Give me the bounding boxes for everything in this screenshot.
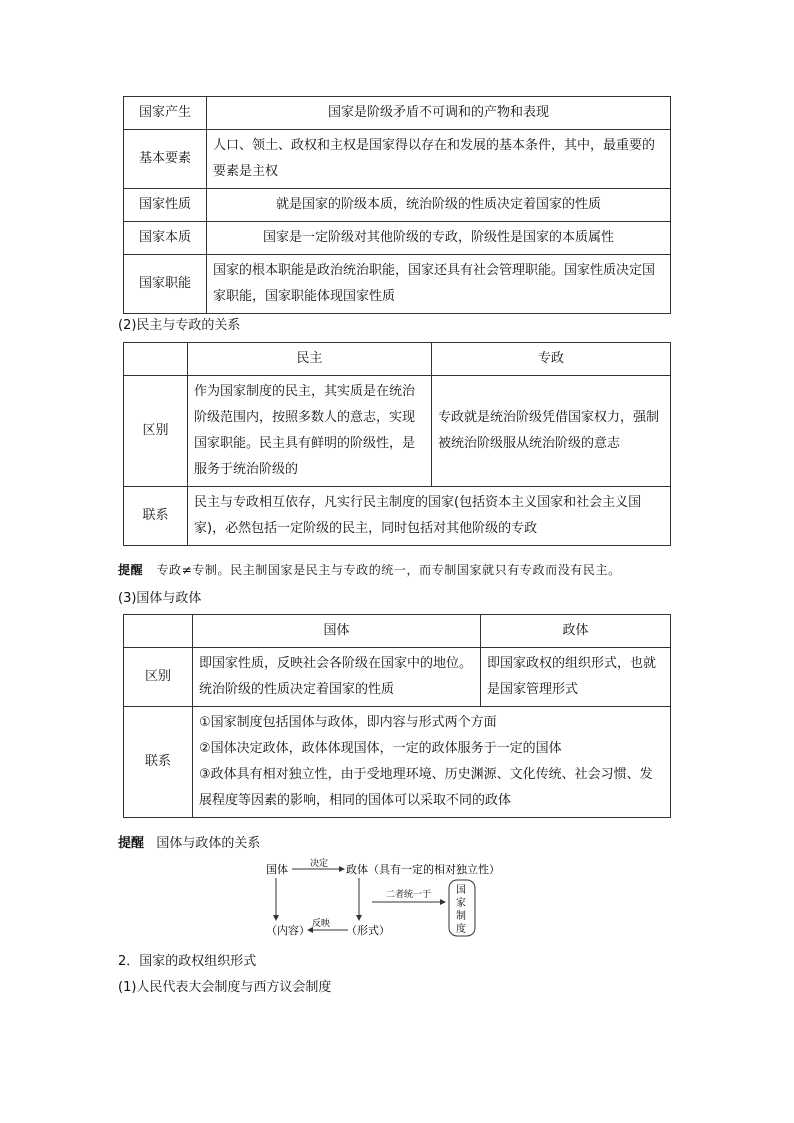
table-row xyxy=(124,648,671,707)
table-row xyxy=(124,189,671,222)
guoti-node: 国体 xyxy=(266,863,288,876)
row-label: 国家本质 xyxy=(124,222,207,255)
table-row xyxy=(124,222,671,255)
content-node: （内容） xyxy=(266,924,310,937)
system-char: 国 xyxy=(456,885,466,896)
tip-1 xyxy=(118,561,621,578)
row-label-connection: 联系 xyxy=(124,487,188,546)
row-content: 国家是阶级矛盾不可调和的产物和表现 xyxy=(207,97,671,130)
col-header-dictatorship: 专政 xyxy=(432,343,671,376)
tip-text: 专政≠专制。民主制国家是民主与专政的统一，而专制国家就只有专政而没有民主。 xyxy=(156,563,621,577)
row-label: 基本要素 xyxy=(124,130,207,189)
difference-state-system: 即国家性质，反映社会各阶级在国家中的地位。统治阶级的性质决定着国家的性质 xyxy=(193,648,481,707)
decides-label: 决定 xyxy=(310,859,329,869)
state-basics-table xyxy=(123,96,671,314)
form-node: （形式） xyxy=(346,924,390,937)
row-content: 国家的根本职能是政治统治职能，国家还具有社会管理职能。国家性质决定国家职能，国家职能体现国家性质 xyxy=(207,255,671,314)
table-row xyxy=(124,487,671,546)
state-government-diagram xyxy=(262,856,552,940)
heading-2: 2．国家的政权组织形式 xyxy=(118,954,257,969)
subheading: (1)人民代表大会制度与西方议会制度 xyxy=(118,980,332,995)
row-content: 就是国家的阶级本质，统治阶级的性质决定着国家的性质 xyxy=(207,189,671,222)
row-label-difference: 区别 xyxy=(124,648,193,707)
empty-cell xyxy=(124,615,193,648)
zhengti-node: 政体（具有一定的相对独立性） xyxy=(346,863,500,876)
table-row xyxy=(124,97,671,130)
row-content: 国家是一定阶级对其他阶级的专政，阶级性是国家的本质属性 xyxy=(207,222,671,255)
row-label-connection: 联系 xyxy=(124,707,193,818)
col-header-government-form: 政体 xyxy=(481,615,671,648)
table-header-row xyxy=(124,615,671,648)
table-row xyxy=(124,376,671,487)
table-row xyxy=(124,130,671,189)
connection-item-1: ①国家制度包括国体与政体，即内容与形式两个方面 xyxy=(199,715,497,730)
col-header-state-system: 国体 xyxy=(193,615,481,648)
tip-label: 提醒 xyxy=(118,836,145,851)
democracy-dictatorship-table xyxy=(123,342,671,546)
row-label-difference: 区别 xyxy=(124,376,188,487)
section3-title: (3)国体与政体 xyxy=(118,591,202,606)
section2-title: (2)民主与专政的关系 xyxy=(118,318,241,333)
tip-2 xyxy=(118,832,260,851)
connection-item-3: ③政体具有相对独立性，由于受地理环境、历史渊源、文化传统、社会习惯、发展程度等因素的影响，相同的国体可以采取不同的政体 xyxy=(199,767,653,808)
row-label: 国家性质 xyxy=(124,189,207,222)
tip-label: 提醒 xyxy=(118,563,144,577)
row-label: 国家产生 xyxy=(124,97,207,130)
system-char: 家 xyxy=(456,898,466,909)
system-char: 制 xyxy=(456,911,466,922)
difference-democracy: 作为国家制度的民主，其实质是在统治阶级范围内，按照多数人的意志，实现国家职能。民主具有鲜明的阶级性，是服务于统治阶级的 xyxy=(188,376,432,487)
table-row xyxy=(124,255,671,314)
tip-text: 国体与政体的关系 xyxy=(156,836,261,851)
state-system-table xyxy=(123,614,671,818)
empty-cell xyxy=(124,343,188,376)
table-row xyxy=(124,707,671,818)
connection-content: 民主与专政相互依存，凡实行民主制度的国家(包括资本主义国家和社会主义国家)，必然包括一定阶级的民主，同时包括对其他阶级的专政 xyxy=(188,487,671,546)
col-header-democracy: 民主 xyxy=(188,343,432,376)
table-header-row xyxy=(124,343,671,376)
unify-label: 二者统一于 xyxy=(386,890,432,900)
difference-government-form: 即国家政权的组织形式，也就是国家管理形式 xyxy=(481,648,671,707)
row-label: 国家职能 xyxy=(124,255,207,314)
system-char: 度 xyxy=(456,924,466,935)
connection-content xyxy=(193,707,671,818)
row-content: 人口、领土、政权和主权是国家得以存在和发展的基本条件，其中，最重要的要素是主权 xyxy=(207,130,671,189)
reflects-label: 反映 xyxy=(312,919,331,929)
difference-dictatorship: 专政就是统治阶级凭借国家权力，强制被统治阶级服从统治阶级的意志 xyxy=(432,376,671,487)
connection-item-2: ②国体决定政体，政体体现国体，一定的政体服务于一定的国体 xyxy=(199,741,562,756)
